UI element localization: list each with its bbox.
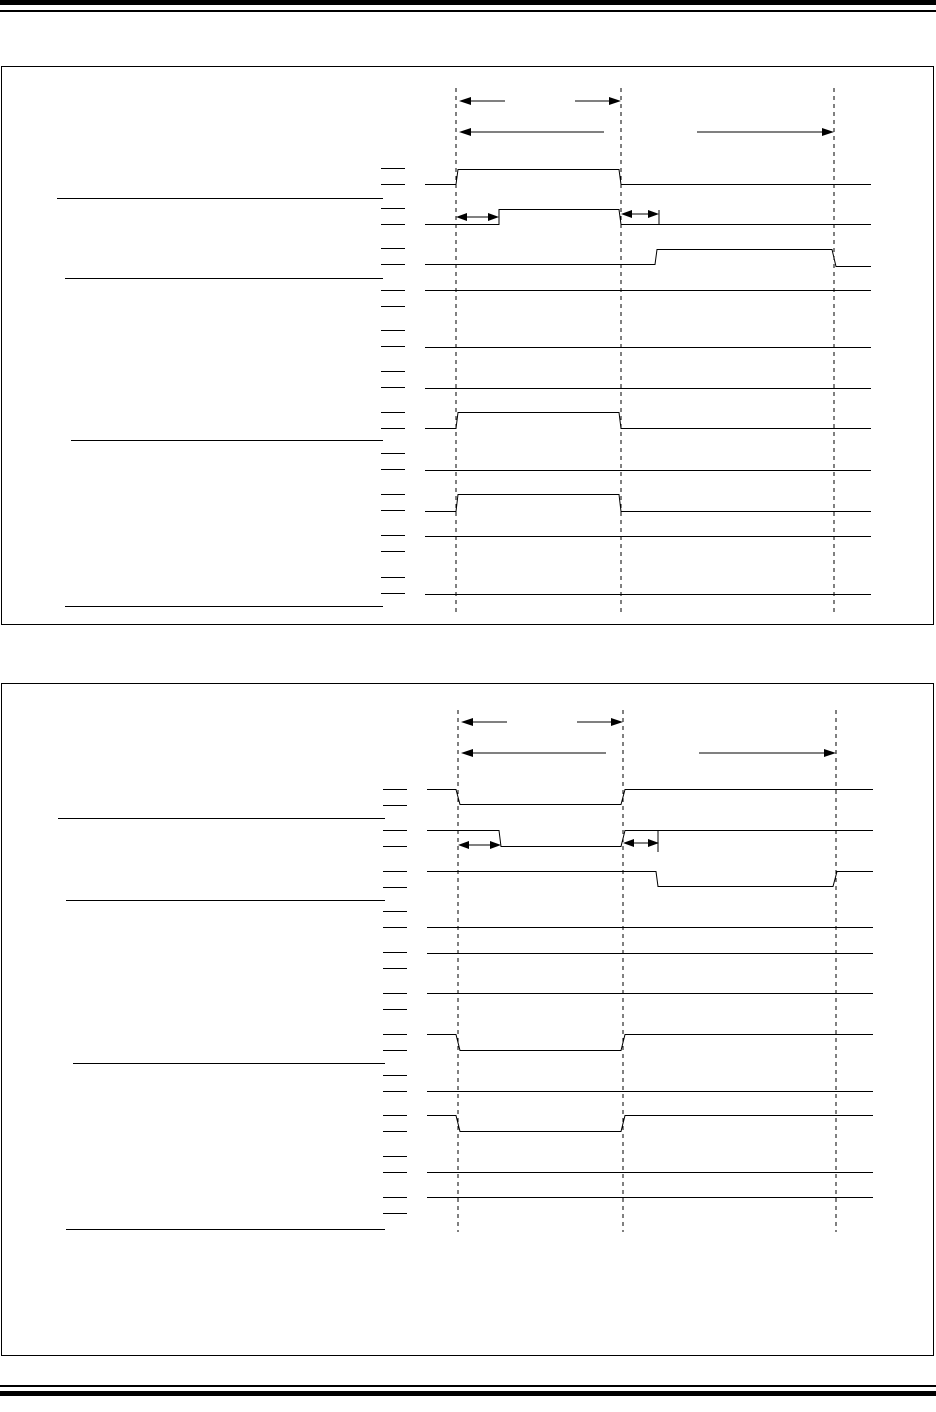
- level-ticks-upper: [381, 169, 405, 594]
- level-ticks-lower: [383, 790, 407, 1214]
- bottom-rule-thick: [0, 1391, 936, 1396]
- interval-arrow-1: [461, 718, 623, 726]
- delay-arrow-2: [621, 210, 659, 218]
- waveform: [425, 413, 871, 429]
- top-rule-thick: [0, 0, 936, 5]
- delay-arrow-2: [623, 839, 659, 847]
- waveform: [425, 250, 871, 267]
- interval-arrow-1: [459, 97, 621, 105]
- bottom-rule-thin: [0, 1385, 936, 1387]
- delay-arrow-1: [458, 841, 501, 849]
- timing-diagram-upper: [2, 67, 934, 625]
- interval-arrow-2: [459, 128, 834, 136]
- waveform: [425, 495, 871, 512]
- timing-diagram-lower: [2, 684, 934, 1356]
- waveform: [427, 790, 873, 805]
- waveform: [425, 170, 871, 185]
- waveform: [427, 1035, 873, 1051]
- waveform: [427, 1116, 873, 1132]
- interval-arrow-2: [461, 749, 836, 757]
- diagram-frame-lower: [2, 684, 934, 1356]
- delay-arrow-1: [456, 213, 499, 221]
- top-rule-thin: [0, 10, 936, 12]
- waveform: [427, 872, 873, 887]
- diagram-frame-upper: [2, 67, 934, 625]
